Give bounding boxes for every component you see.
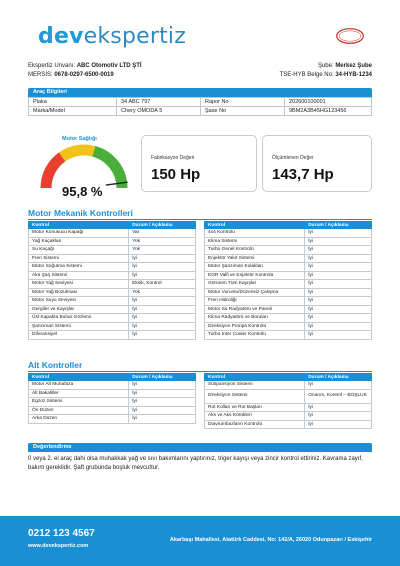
control-status: İyi <box>305 305 372 314</box>
table-row <box>29 254 196 263</box>
table-row <box>205 263 372 272</box>
table-row <box>205 331 372 340</box>
table-row <box>29 322 196 331</box>
vehicle-info-title: Araç Bilgileri <box>28 88 372 97</box>
control-status: İyi <box>129 297 196 306</box>
control-name: Motor Soğutma Sistemi <box>29 263 129 272</box>
table-row <box>29 229 196 238</box>
table-row <box>205 237 372 246</box>
control-name: Yağ Kaçakları <box>29 237 129 246</box>
table-row <box>205 246 372 255</box>
table-cell: Rapor No <box>201 98 285 107</box>
under-controls-table-left <box>28 373 196 424</box>
table-row <box>205 389 372 403</box>
control-name: Motor Alt Muhafaza <box>29 381 129 390</box>
table-row <box>205 288 372 297</box>
table-cell: Şase No <box>201 107 285 116</box>
control-name: Görünen Tüm Kayışlar <box>205 280 305 289</box>
control-status: İyi <box>305 381 372 390</box>
column-header: Durum / Açıklama <box>129 222 196 229</box>
column-header: Kontrol <box>205 222 305 229</box>
control-status: İyi <box>129 415 196 424</box>
control-status: İyi <box>305 280 372 289</box>
factory-power-card <box>141 135 257 192</box>
control-status: Yok <box>129 237 196 246</box>
brand-logo <box>38 24 186 49</box>
table-row <box>205 297 372 306</box>
control-status: İyi <box>305 403 372 412</box>
table-cell: 34 ABC 797 <box>117 98 201 107</box>
header-label: Ekspertiz Unvanı: <box>28 63 76 69</box>
control-status: İyi <box>129 381 196 390</box>
table-row <box>205 280 372 289</box>
control-name: Akü Şarj Sistemi <box>29 271 129 280</box>
table-cell: 9BM2A3B45HG123456 <box>285 107 372 116</box>
control-name: Direksiyon Pompa Kontrolü <box>205 322 305 331</box>
table-row <box>29 297 196 306</box>
control-name: Arka Düzen <box>29 415 129 424</box>
table-row <box>205 403 372 412</box>
control-status: Onarım, Kontrol – BOŞLUK <box>305 389 372 403</box>
column-header: Kontrol <box>205 374 305 381</box>
control-name: Motor Suyu Seviyesi <box>29 297 129 306</box>
control-status: İyi <box>305 322 372 331</box>
gauge-red-arc <box>46 157 62 188</box>
control-name: Alt Bakalitler <box>29 389 129 398</box>
table-cell: Plaka <box>29 98 117 107</box>
control-status: İyi <box>129 305 196 314</box>
control-name: Klima Radyatörü ve Boruları <box>205 314 305 323</box>
gauge-yellow-arc <box>62 150 94 157</box>
control-name: Ön Düzen <box>29 406 129 415</box>
header-right <box>280 62 372 80</box>
control-status: İyi <box>305 254 372 263</box>
measured-power-label: Ölçümlenen Değer <box>272 155 314 161</box>
section-divider <box>28 219 372 220</box>
gauge-green-arc <box>94 151 122 188</box>
control-status: İyi <box>305 331 372 340</box>
control-status: İyi <box>305 297 372 306</box>
control-name: Motor Vuruntu/Düzensiz Çalışma <box>205 288 305 297</box>
table-row <box>29 263 196 272</box>
table-row <box>29 246 196 255</box>
table-row <box>29 381 196 390</box>
footer-website-link[interactable]: www.devekspertiz.com <box>28 543 89 549</box>
branch-name: Merkez Şube <box>335 63 372 69</box>
control-name: Klima Sistemi <box>205 237 305 246</box>
column-header: Durum / Açıklama <box>129 374 196 381</box>
control-name: Üst Kapakta Buhar Gözlemi <box>29 314 129 323</box>
control-status: İyi <box>129 263 196 272</box>
control-status: Yok <box>129 246 196 255</box>
company-name: ABC Otomotiv LTD ŞTİ <box>76 63 142 69</box>
brand-logo-ekspertiz: ekspertiz <box>83 24 186 49</box>
control-name: Su Kaçağı <box>29 246 129 255</box>
table-cell: Marka/Model <box>29 107 117 116</box>
control-status: İyi <box>129 254 196 263</box>
table-row <box>29 389 196 398</box>
control-name: Direksiyon Sistemi <box>205 389 305 403</box>
table-row <box>29 415 196 424</box>
column-header: Kontrol <box>29 222 129 229</box>
header-label: TSE-HYB Belge No: <box>279 72 334 78</box>
table-row <box>29 406 196 415</box>
control-status: İyi <box>305 314 372 323</box>
control-status: İyi <box>305 420 372 429</box>
control-status: İyi <box>129 398 196 407</box>
control-status: İyi <box>305 246 372 255</box>
control-name: Motor Yağ Bozulması <box>29 288 129 297</box>
table-row <box>205 314 372 323</box>
control-status: İyi <box>305 288 372 297</box>
under-section-title: Alt Kontroller <box>28 360 83 370</box>
header-label: MERSİS: <box>28 72 53 78</box>
control-name: Fren Hidroliği <box>205 297 305 306</box>
control-name: Şanzıman Sistemi <box>29 322 129 331</box>
table-row <box>29 271 196 280</box>
control-name: Diferansiyel <box>29 331 129 340</box>
control-name: Motor Konusucu Kapağı <box>29 229 129 238</box>
control-status: İyi <box>129 271 196 280</box>
engine-health-percent: 95,8 % <box>62 184 103 199</box>
evaluation-text: 0 veya 2. el araç dahi olsa muhakkak yağ ve sıvı bakımlarını yaptırınız, triger kayışı veya zincir kontrol ettiriniz. Kavrama zayıf, bakım gereklidir. Şaft grubunda boşluk mevcuttur. <box>28 456 363 471</box>
factory-power-label: Fabrikasyon Değeri <box>151 155 195 161</box>
header-left <box>28 62 142 80</box>
control-status: İyi <box>129 314 196 323</box>
column-header: Kontrol <box>29 374 129 381</box>
table-row <box>29 305 196 314</box>
control-name: Rot Kolları ve Rot Başları <box>205 403 305 412</box>
table-row <box>205 254 372 263</box>
vehicle-info-table <box>28 97 372 116</box>
control-name: 4x4 Kontrolü <box>205 229 305 238</box>
control-name: Aks ve Aks Körükleri <box>205 412 305 421</box>
control-name: Egzoz Sistemi <box>29 398 129 407</box>
tse-hyb-logo-icon <box>336 28 364 44</box>
column-header: Durum / Açıklama <box>305 222 372 229</box>
measured-power-card <box>262 135 372 192</box>
table-cell: Chery OMODA 5 <box>117 107 201 116</box>
gauge-title: Motor Sağlığı <box>62 136 97 142</box>
control-name: Motor Şanzıman Kulakları <box>205 263 305 272</box>
table-row <box>205 381 372 390</box>
control-status: İyi <box>305 263 372 272</box>
column-header: Durum / Açıklama <box>305 374 372 381</box>
table-row <box>29 98 372 107</box>
control-name: EGR Valfi ve Enjektör Kontrolü <box>205 271 305 280</box>
engine-controls-table-right <box>204 221 372 340</box>
table-row <box>205 420 372 429</box>
control-status: İyi <box>305 412 372 421</box>
table-row <box>29 398 196 407</box>
control-status: Var <box>129 229 196 238</box>
table-row <box>29 288 196 297</box>
section-divider <box>28 371 372 372</box>
engine-controls-table-left <box>28 221 196 340</box>
table-row <box>205 412 372 421</box>
table-row <box>29 314 196 323</box>
footer-address: Akarbaşı Mahallesi, Atatürk Caddesi, No: 142/A, 26020 Odunpazarı / Eskişehir <box>169 537 372 543</box>
table-row <box>205 322 372 331</box>
certificate-number: 34-HYB-1234 <box>335 72 372 78</box>
mersis-number: 0678-0297-6500-0019 <box>54 72 114 78</box>
control-name: Motor Su Radyatörü ve Paneli <box>205 305 305 314</box>
control-name: Süspansiyon Sistemi <box>205 381 305 390</box>
table-header-row <box>205 222 372 229</box>
engine-section-title: Motor Mekanik Kontrolleri <box>28 208 133 218</box>
control-status: İyi <box>305 229 372 238</box>
table-header-row <box>29 374 196 381</box>
table-header-row <box>205 374 372 381</box>
brand-logo-dev: dev <box>38 24 84 49</box>
control-status: İyi <box>129 331 196 340</box>
table-row <box>205 229 372 238</box>
control-name: Fren Sistemi <box>29 254 129 263</box>
measured-power-value: 143,7 Hp <box>272 166 334 183</box>
table-row <box>205 271 372 280</box>
control-status: Eksik, Kontrol <box>129 280 196 289</box>
table-row <box>29 280 196 289</box>
evaluation-title: Değerlendirme <box>28 443 372 452</box>
under-controls-table-right <box>204 373 372 429</box>
control-name: Turbo Inter Cooler Kontrolü <box>205 331 305 340</box>
control-name: Gergiler ve Kayışlar <box>29 305 129 314</box>
control-status: İyi <box>129 406 196 415</box>
table-row <box>29 107 372 116</box>
table-row <box>29 237 196 246</box>
control-name: Turbo Genel Kontrolü <box>205 246 305 255</box>
table-row <box>29 331 196 340</box>
control-status: İyi <box>129 389 196 398</box>
control-name: Diavrumbazların Kontrolü <box>205 420 305 429</box>
table-header-row <box>29 222 196 229</box>
control-name: Motor Yağ Seviyesi <box>29 280 129 289</box>
control-status: Yok <box>129 288 196 297</box>
factory-power-value: 150 Hp <box>151 166 201 183</box>
table-cell: 202600100001 <box>285 98 372 107</box>
footer-phone[interactable]: 0212 123 4567 <box>28 528 95 539</box>
control-name: Enjektör Yakıt Sistemi <box>205 254 305 263</box>
control-status: İyi <box>305 271 372 280</box>
table-row <box>205 305 372 314</box>
footer <box>0 516 400 566</box>
control-status: İyi <box>305 237 372 246</box>
control-status: İyi <box>129 322 196 331</box>
header-label: Şube: <box>317 63 334 69</box>
